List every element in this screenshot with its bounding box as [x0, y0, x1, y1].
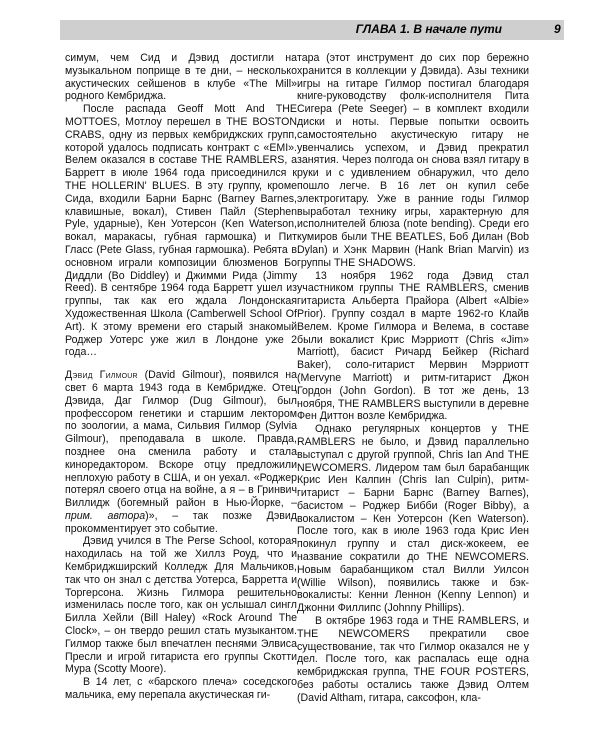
paragraph: В 14 лет, с «барского плеча» соседского мальчика, ему перепала акустическая ги-	[65, 676, 297, 702]
page-number: 9	[554, 22, 561, 36]
paragraph: Дэвид учился в The Perse School, которая находилась на той же Хиллз Роуд, что и Кембриджширский Колледж Для Мальчиков, так что он знал с детства Уотерса, Барретта и Торгерсона. Жизнь Гилмора решительно изменилась после того, как он услышал сингл Билла Хейли (Bill Haley) «Rock Around The Clock», – он твердо решил стать музыкантом. Гилмор также был впечатлен песнями Элвиса Пресли и игрой гитариста его группы Скотти Мура (Scotty Moore).	[65, 535, 297, 676]
paragraph: В октябре 1963 года и THE RAMBLERS, и THE NEWCOMERS прекратили свое существование, так что Гилмор оказался не у дел. После того, как распалась еще одна кембриджская группа, THE FOUR POSTERS, без работы остались также Дэвид Олтем (David Altham, гитара, саксофон, кла-	[297, 615, 529, 704]
paragraph: 13 ноября 1962 года Дэвид стал участником группы THE RAMBLERS, сменив гитариста Альберта Прайора (Albert «Albie» Prior). Группу создал в марте 1962-го Клайв Велем. Кроме Гилмора и Велема, в составе были вокалист Крис Мэрриотт (Chris «Jim» Marriott), басист Ричард Бейкер (Richard Baker), соло-гитарист Мервин Мэрриотт (Mervyne Marriott) и ритм-гитарист Джон Гордон (John Gordon). В тот же день, 13 ноября, THE RAMBLERS выступили в деревне Фен Диттон возле Кембриджа.	[297, 269, 529, 423]
running-header	[60, 20, 564, 40]
left-column	[65, 52, 297, 702]
right-column	[297, 52, 529, 705]
chapter-title: ГЛАВА 1. В начале пути	[355, 22, 502, 36]
paragraph: Дэвид Гилмour (David Gilmour), появился на свет 6 марта 1943 года в Кембридже. Отец Дэвида, Даг Гилмор (Dug Gilmour), был профессором генетики и старшим лектором по зоологии, а мама, Сильвия Гилмор (Sylvia Gilmour), преподавала в школе. Правда, позднее она сменила работу и стала кинoредактором. Вскоре отцу предложили неплохую работу в США, и он уехал. «Роджер потерял своего отца на войне, а я – в Гринвич Виллидж (богемный район в Нью-Йорке, – прим. автора)», – так позже Дэвид прокомментирует это событие.	[65, 369, 297, 535]
paragraph: После распада Geoff Mott And THE MOTTOES, Мотлоу перешел в THE BOSTON CRABS, одну из первых кембриджских групп, которой удалось подписать контракт с «EMI». Велем оказался в составе THE RAMBLERS, а Барретт в июле 1964 года присоединился к THE HOLLERIN' BLUES. В эту группу, кроме Сида, входили Барни Барнс (Barney Barnes, клавишные, вокал), Стивен Пайл (Stephen Pyle, ударные), Кен Уотерсон (Ken Waterson, вокал, маракасы, губная гармошка) и Пит Гласс (Pete Glass, губная гармошка). Ребята в основном играли композиции блюзменов Бо Диддли (Bo Diddley) и Джимми Рида (Jimmy Reed). В сентябре 1964 года Барретт ушел из группы, так как его ждала Лондонская Художественная Школа (Camberwell School Of Art). К этому времени его старый знакомый Роджер Уотерс уже жил в Лондоне уже 2 года…	[65, 103, 297, 359]
person-name: Дэвид Гилмour	[65, 369, 138, 382]
paragraph: Однако регулярных концертов у THE RAMBLERS не было, и Дэвид параллельно выступал с другой группой, Chris Ian And THE NEWCOMERS. Лидером там был барабанщик Крис Иен Калпин (Chris Ian Culpin), ритм-гитарист – Барни Барнс (Barney Barnes), басистом – Роджер Бибби (Roger Bibby), а вокалистом – Кен Уотерсон (Ken Waterson). После того, как в июле 1963 года Крис Иен покинул группу и стал диск-жокеем, ее название сократили до THE NEWCOMERS. Новым барабанщиком стал Вилли Уилсон (Willie Wilson), появились также и бэк-вокалисты: Кенни Леннон (Kenny Lennon) и Джонни Филлипс (Johnny Phillips).	[297, 423, 529, 615]
paragraph: тара (этот инструмент до сих пор бережно хранится в коллекции у Дэвида). Азы техники игры на гитаре Гилмор постигал благодаря книге-руководству фолк-исполнителя Пита Сигера (Pete Seeger) – в комплект входили диски и ноты. Первые попытки освоить самостоятельно акустическую гитару не увенчались успехом, и Дэвид прекратил занятия. Через полгода он снова взял гитару в руки и с удивлением обнаружил, что дело пошло легче. В 16 лет он купил себе электрогитару. Уже в ранние годы Гилмор выработал технику игры, характерную для исполнителей блюза (note bending). Среди его кумиров были THE BEATLES, Боб Дилан (Bob Dylan) и Хэнк Марвин (Hank Brian Marvin) из группы THE SHADOWS.	[297, 52, 529, 269]
paragraph: симум, чем Сид и Дэвид достигли на музыкальном поприще в те дни, – несколько акустических сейшенов в клубе «The Mill» родного Кембриджа.	[65, 52, 297, 103]
